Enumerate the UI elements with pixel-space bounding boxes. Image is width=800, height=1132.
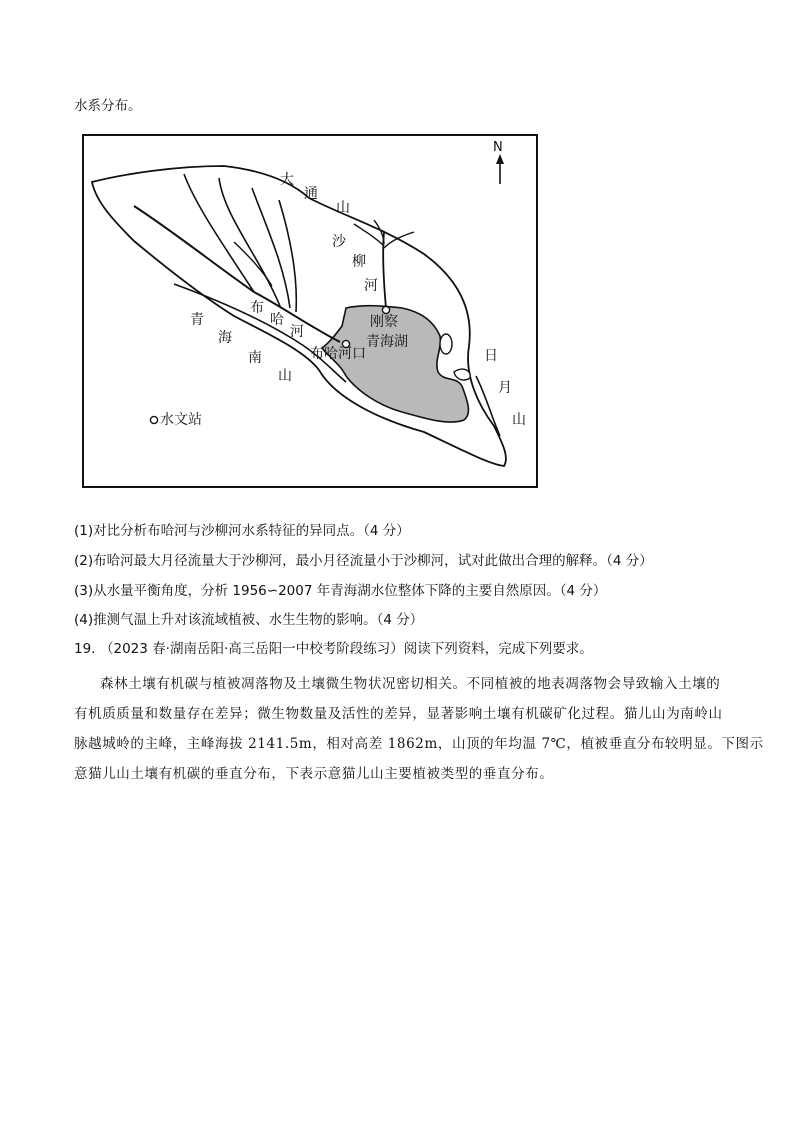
label-datong-1: 大 [280,172,294,188]
passage-line-3: 脉越城岭的主峰，主峰海拔 2141.5m，相对高差 1862m，山顶的年均温 7℃，植被垂直分布较明显。下图示 [74,736,764,752]
label-shaliu-1: 沙 [332,234,346,250]
label-qnanshan-2: 海 [218,330,232,346]
station-gangcha [382,306,389,313]
question-3: (3)从水量平衡角度，分析 1956∽2007 年青海湖水位整体下降的主要自然原因。（4 分） [74,583,607,599]
label-buha-3: 河 [290,324,304,340]
ridge-qinghai-nanshan [174,284,346,382]
label-buha-2: 哈 [270,312,284,328]
passage-line-2: 有机质质量和数量存在差异；微生物数量及活性的差异，显著影响土壤有机碳矿化过程。猫儿山为南岭山 [74,706,723,722]
intro-fragment: 水系分布。 [74,98,142,114]
label-datong-3: 山 [336,200,350,216]
label-qnanshan-4: 山 [278,368,292,384]
qinghai-lake-map [82,134,538,488]
passage-line-4: 意猫儿山土壤有机碳的垂直分布，下表示意猫儿山主要植被类型的垂直分布。 [74,766,554,782]
label-riyue-1: 日 [484,348,498,364]
question-2: (2)布哈河最大月径流量大于沙柳河，最小月径流量小于沙柳河，试对此做出合理的解释。（4 分） [74,553,653,569]
ridge-riyue [476,376,500,436]
passage-line-1: 森林土壤有机碳与植被凋落物及土壤微生物状况密切相关。不同植被的地表凋落物会导致输入土壤的 [100,676,721,692]
legend-station-label: 水文站 [160,412,202,428]
legend-station-marker [150,416,157,423]
island [454,369,470,380]
label-qinghai-lake: 青海湖 [366,334,408,350]
question-19-source: （2023 春·湖南岳阳·高三岳阳一中校考阶段练习）阅读下列资料，完成下列要求。 [100,641,593,657]
buha-tributary [184,174,254,292]
buha-tributary [252,188,290,308]
question-19-number: 19. [74,641,96,657]
buha-tributary [219,178,280,306]
label-gangcha: 刚察 [370,314,398,330]
label-qnanshan-3: 南 [248,350,262,366]
north-label: N [493,140,503,155]
label-buha-1: 布 [250,300,264,316]
label-datong-2: 通 [304,186,318,202]
island [440,334,452,354]
question-4: (4)推测气温上升对该流域植被、水生生物的影响。（4 分） [74,612,424,628]
label-qnanshan-1: 青 [190,312,204,328]
label-shaliu-2: 柳 [352,254,366,270]
label-buha-mouth: 布哈河口 [310,346,366,362]
label-riyue-2: 月 [498,380,512,396]
label-shaliu-3: 河 [364,278,378,294]
label-riyue-3: 山 [512,412,526,428]
question-1: (1)对比分析布哈河与沙柳河水系特征的异同点。（4 分） [74,523,410,539]
